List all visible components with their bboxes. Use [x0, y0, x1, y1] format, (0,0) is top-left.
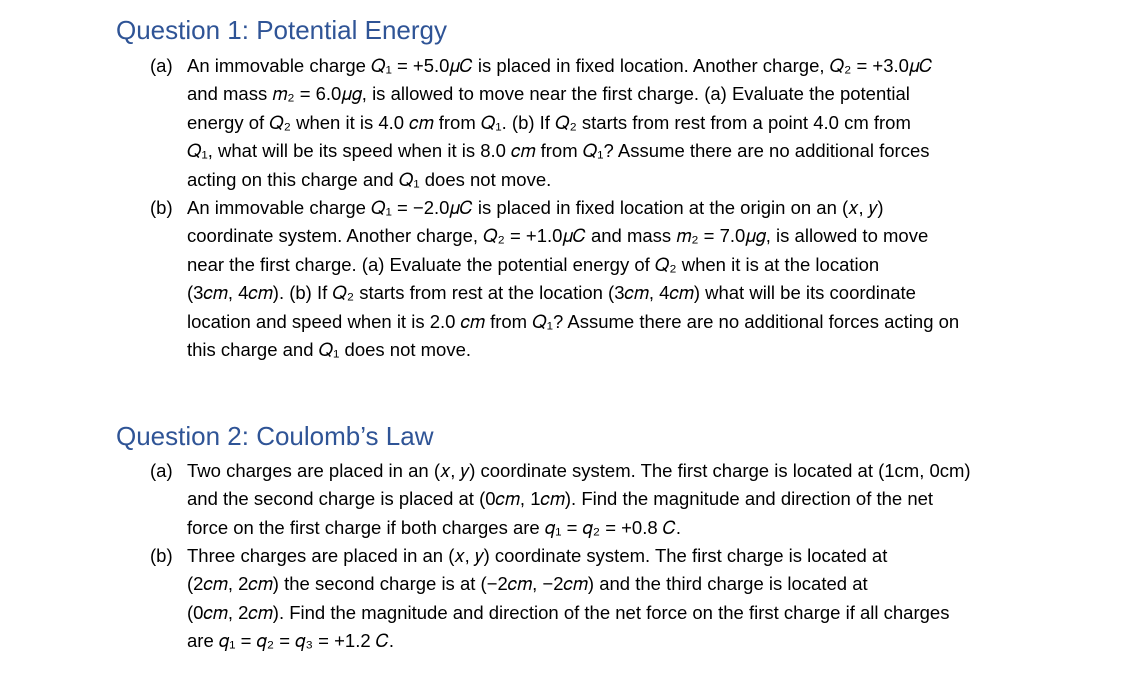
text-line: Two charges are placed in an (𝑥, 𝑦) coordinate system. The first charge is located at (1cm, 0cm) [187, 460, 971, 481]
question-1-part-b [150, 194, 1040, 364]
part-text [187, 542, 1040, 656]
text-line: (3𝑐𝑚, 4𝑐𝑚). (b) If 𝑄₂ starts from rest at the location (3𝑐𝑚, 4𝑐𝑚) what will be its coordinate [187, 282, 916, 304]
part-marker: (b) [150, 197, 173, 218]
text-line: Three charges are placed in an (𝑥, 𝑦) coordinate system. The first charge is located at [187, 545, 888, 566]
question-2-heading: Question 2: Coulomb’s Law [116, 421, 434, 451]
text-line: coordinate system. Another charge, 𝑄₂ = +1.0𝜇𝐶 and mass 𝑚₂ = 7.0𝜇𝑔, is allowed to move [187, 225, 929, 247]
text-line: (0𝑐𝑚, 2𝑐𝑚). Find the magnitude and direction of the net force on the first charge if all charges [187, 601, 950, 623]
part-marker: (a) [150, 55, 173, 76]
text-line: and mass 𝑚₂ = 6.0𝜇𝑔, is allowed to move near the first charge. (a) Evaluate the potential [187, 83, 910, 105]
text-line: and the second charge is placed at (0𝑐𝑚, 1𝑐𝑚). Find the magnitude and direction of the net [187, 488, 934, 510]
text-line: location and speed when it is 2.0 𝑐𝑚 from 𝑄₁? Assume there are no additional forces acting on [187, 310, 960, 332]
question-2-part-a [150, 457, 1040, 542]
text-line: near the first charge. (a) Evaluate the potential energy of 𝑄₂ when it is at the location [187, 253, 880, 275]
part-text [187, 52, 1040, 194]
text-line: acting on this charge and 𝑄₁ does not move. [187, 168, 552, 190]
part-marker: (a) [150, 460, 173, 481]
part-text [187, 194, 1040, 364]
text-line: energy of 𝑄₂ when it is 4.0 𝑐𝑚 from 𝑄₁. (b) If 𝑄₂ starts from rest from a point 4.0 cm from [187, 111, 911, 133]
text-line: force on the first charge if both charges are 𝑞₁ = 𝑞₂ = +0.8 𝐶. [187, 516, 682, 538]
question-1-heading: Question 1: Potential Energy [116, 15, 447, 45]
text-line: An immovable charge 𝑄₁ = +5.0𝜇𝐶 is placed in fixed location. Another charge, 𝑄₂ = +3.0𝜇𝐶 [187, 55, 933, 76]
question-2-part-b [150, 542, 1040, 656]
question-1-part-a [150, 52, 1040, 194]
text-line: 𝑄₁, what will be its speed when it is 8.0 𝑐𝑚 from 𝑄₁? Assume there are no additional forces [187, 140, 930, 162]
text-line: (2𝑐𝑚, 2𝑐𝑚) the second charge is at (−2𝑐𝑚, −2𝑐𝑚) and the third charge is located at [187, 573, 868, 595]
part-marker: (b) [150, 545, 173, 566]
text-line: An immovable charge 𝑄₁ = −2.0𝜇𝐶 is placed in fixed location at the origin on an (𝑥, 𝑦) [187, 197, 884, 218]
text-line: this charge and 𝑄₁ does not move. [187, 339, 472, 361]
part-text [187, 457, 1040, 542]
text-line: are 𝑞₁ = 𝑞₂ = 𝑞₃ = +1.2 𝐶. [187, 630, 395, 652]
